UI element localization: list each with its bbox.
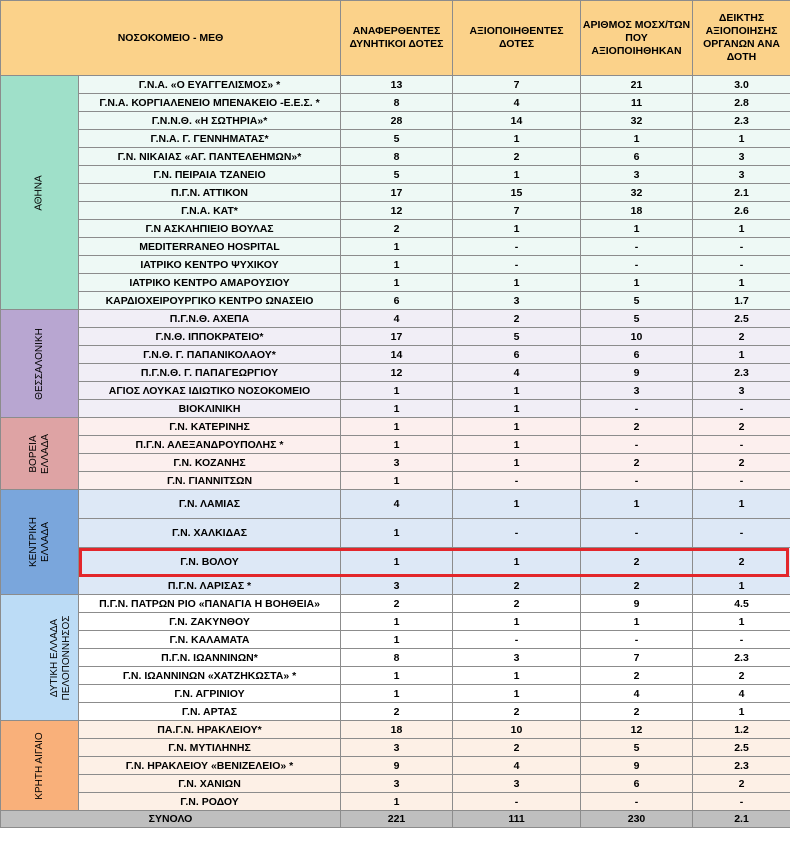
cell-utilized: 15: [453, 184, 581, 202]
cell-organs: 2: [581, 454, 693, 472]
cell-index: -: [693, 238, 790, 256]
cell-utilized: 2: [453, 739, 581, 757]
cell-utilized: -: [453, 631, 581, 649]
table-row: [1, 775, 790, 793]
cell-hospital: Γ.Ν. ΗΡΑΚΛΕΙΟΥ «ΒΕΝΙΖΕΛΕΙΟ» *: [79, 757, 341, 775]
cell-index: 2.5: [693, 310, 790, 328]
cell-organs: 18: [581, 202, 693, 220]
cell-utilized: 1: [453, 220, 581, 238]
cell-utilized: 1: [453, 274, 581, 292]
cell-reported: 1: [341, 613, 453, 631]
cell-index: 2: [693, 418, 790, 436]
table-row: [1, 793, 790, 811]
table-row: [1, 256, 790, 274]
cell-utilized: -: [453, 238, 581, 256]
cell-utilized: 1: [453, 400, 581, 418]
cell-organs: 3: [581, 166, 693, 184]
cell-reported: 1: [341, 382, 453, 400]
table-row: [1, 613, 790, 631]
table-body: [1, 76, 790, 811]
cell-utilized: 1: [453, 667, 581, 685]
region-label: [1, 595, 79, 721]
cell-hospital: Π.Γ.Ν. ΠΑΤΡΩΝ ΡΙΟ «ΠΑΝΑΓΙΑ Η ΒΟΗΘΕΙΑ»: [79, 595, 341, 613]
cell-index: 3: [693, 382, 790, 400]
cell-reported: 1: [341, 418, 453, 436]
cell-organs: 32: [581, 112, 693, 130]
cell-utilized: 4: [453, 364, 581, 382]
cell-reported: 18: [341, 721, 453, 739]
table-row: [1, 577, 790, 595]
cell-reported: 13: [341, 76, 453, 94]
cell-hospital: Γ.Ν.Α. ΚΑΤ*: [79, 202, 341, 220]
cell-organs: -: [581, 256, 693, 274]
cell-utilized: 2: [453, 703, 581, 721]
cell-organs: 9: [581, 364, 693, 382]
cell-hospital: Γ.Ν.Α. ΚΟΡΓΙΑΛΕΝΕΙΟ ΜΠΕΝΑΚΕΙΟ -Ε.Ε.Σ. *: [79, 94, 341, 112]
region-name: ΚΕΝΤΡΙΚΗ ΕΛΛΑΔΑ: [27, 517, 51, 568]
cell-hospital: Γ.Ν.Θ. Γ. ΠΑΠΑΝΙΚΟΛΑΟΥ*: [79, 346, 341, 364]
cell-hospital: ΑΓΙΟΣ ΛΟΥΚΑΣ ΙΔΙΩΤΙΚΟ ΝΟΣΟΚΟΜΕΙΟ: [79, 382, 341, 400]
cell-index: 1.2: [693, 721, 790, 739]
cell-index: 1: [693, 346, 790, 364]
cell-organs: -: [581, 238, 693, 256]
cell-hospital: Γ.Ν. ΚΑΤΕΡΙΝΗΣ: [79, 418, 341, 436]
cell-hospital: Γ.Ν. ΧΑΛΚΙΔΑΣ: [79, 519, 341, 548]
cell-index: -: [693, 631, 790, 649]
header-hospital: ΝΟΣΟΚΟΜΕΙΟ - ΜΕΘ: [1, 1, 341, 76]
cell-hospital: Γ.Ν. ΧΑΝΙΩΝ: [79, 775, 341, 793]
cell-utilized: 1: [453, 613, 581, 631]
table-row: [1, 76, 790, 94]
cell-organs: 5: [581, 310, 693, 328]
cell-reported: 8: [341, 148, 453, 166]
cell-organs: 11: [581, 94, 693, 112]
table-row: [1, 382, 790, 400]
cell-utilized: 3: [453, 292, 581, 310]
cell-reported: 2: [341, 595, 453, 613]
cell-hospital: Γ.Ν. ΑΓΡΙΝΙΟΥ: [79, 685, 341, 703]
cell-utilized: 1: [453, 490, 581, 519]
cell-hospital: ΙΑΤΡΙΚΟ ΚΕΝΤΡΟ ΑΜΑΡΟΥΣΙΟΥ: [79, 274, 341, 292]
cell-utilized: 4: [453, 94, 581, 112]
table-row: [1, 346, 790, 364]
cell-utilized: 2: [453, 148, 581, 166]
cell-utilized: 3: [453, 775, 581, 793]
table-row: [1, 685, 790, 703]
cell-utilized: 2: [453, 577, 581, 595]
cell-index: 2: [693, 454, 790, 472]
cell-index: 2.8: [693, 94, 790, 112]
cell-index: 2: [693, 667, 790, 685]
cell-reported: 12: [341, 202, 453, 220]
table-row: [1, 184, 790, 202]
total-label: ΣΥΝΟΛΟ: [1, 811, 341, 828]
total-row: [1, 811, 790, 828]
region-name: ΚΡΗΤΗ ΑΙΓΑΙΟ: [33, 731, 45, 800]
table-row: [1, 364, 790, 382]
table-row: [1, 631, 790, 649]
cell-index: -: [693, 519, 790, 548]
cell-utilized: 6: [453, 346, 581, 364]
table-row: [1, 703, 790, 721]
cell-index: 1: [693, 490, 790, 519]
table-row: [1, 667, 790, 685]
cell-index: 2.3: [693, 112, 790, 130]
cell-index: 3: [693, 166, 790, 184]
cell-organs: 7: [581, 649, 693, 667]
cell-index: -: [693, 436, 790, 454]
cell-organs: -: [581, 400, 693, 418]
cell-utilized: 1: [453, 436, 581, 454]
cell-hospital: Γ.Ν. ΠΕΙΡΑΙΑ ΤΖΑΝΕΙΟ: [79, 166, 341, 184]
cell-organs: 2: [581, 418, 693, 436]
cell-hospital: Π.Γ.Ν.Θ. ΑΧΕΠΑ: [79, 310, 341, 328]
cell-index: 2.3: [693, 757, 790, 775]
cell-reported: 8: [341, 649, 453, 667]
cell-organs: 21: [581, 76, 693, 94]
cell-reported: 2: [341, 703, 453, 721]
cell-organs: 2: [581, 577, 693, 595]
cell-hospital: ΒΙΟΚΛΙΝΙΚΗ: [79, 400, 341, 418]
table-row: [1, 400, 790, 418]
cell-organs: 3: [581, 382, 693, 400]
table-row: [1, 721, 790, 739]
header-utilized-donors: ΑΞΙΟΠΟΙΗΘΕΝΤΕΣ ΔΟΤΕΣ: [453, 1, 581, 76]
cell-hospital: Γ.Ν. ΛΑΜΙΑΣ: [79, 490, 341, 519]
cell-reported: 3: [341, 577, 453, 595]
cell-hospital: Γ.Ν.Ν.Θ. «Η ΣΩΤΗΡΙΑ»*: [79, 112, 341, 130]
cell-index: 2.5: [693, 739, 790, 757]
total-utilized: 111: [453, 811, 581, 828]
cell-hospital: Π.Γ.Ν.Θ. Γ. ΠΑΠΑΓΕΩΡΓΙΟΥ: [79, 364, 341, 382]
table-row: [1, 757, 790, 775]
table-row: [1, 436, 790, 454]
cell-utilized: 1: [453, 548, 581, 577]
cell-index: -: [693, 793, 790, 811]
cell-utilized: 7: [453, 76, 581, 94]
cell-utilized: 2: [453, 310, 581, 328]
table-row: [1, 739, 790, 757]
table-row: [1, 130, 790, 148]
table-row: [1, 649, 790, 667]
cell-index: 2.6: [693, 202, 790, 220]
cell-organs: 6: [581, 775, 693, 793]
cell-reported: 1: [341, 238, 453, 256]
cell-reported: 1: [341, 685, 453, 703]
cell-reported: 1: [341, 400, 453, 418]
cell-organs: 6: [581, 346, 693, 364]
cell-reported: 1: [341, 548, 453, 577]
cell-utilized: 2: [453, 595, 581, 613]
cell-utilized: -: [453, 256, 581, 274]
cell-index: 2.3: [693, 649, 790, 667]
table-row: [1, 220, 790, 238]
header-organs-utilized: ΑΡΙΘΜΟΣ ΜΟΣΧ/ΤΩΝ ΠΟΥ ΑΞΙΟΠΟΙΗΘΗΚΑΝ: [581, 1, 693, 76]
cell-hospital: Γ.Ν.Α. «Ο ΕΥΑΓΓΕΛΙΣΜΟΣ» *: [79, 76, 341, 94]
cell-organs: 9: [581, 595, 693, 613]
cell-hospital: Γ.Ν. ΒΟΛΟΥ: [79, 548, 341, 577]
cell-utilized: -: [453, 472, 581, 490]
cell-index: 1: [693, 703, 790, 721]
cell-utilized: 1: [453, 418, 581, 436]
table-row: [1, 166, 790, 184]
cell-organs: -: [581, 519, 693, 548]
table-row: [1, 595, 790, 613]
cell-index: 2: [693, 548, 790, 577]
region-name: ΘΕΣΣΑΛΟΝΙΚΗ: [33, 327, 45, 400]
cell-reported: 4: [341, 490, 453, 519]
table-row: [1, 548, 790, 577]
header-row: [1, 1, 790, 76]
table-row: [1, 328, 790, 346]
cell-index: 2.1: [693, 184, 790, 202]
cell-organs: 1: [581, 220, 693, 238]
cell-utilized: 10: [453, 721, 581, 739]
cell-utilized: -: [453, 519, 581, 548]
cell-organs: -: [581, 631, 693, 649]
table-row: [1, 238, 790, 256]
cell-organs: 4: [581, 685, 693, 703]
cell-organs: -: [581, 436, 693, 454]
cell-organs: 9: [581, 757, 693, 775]
table-row: [1, 490, 790, 519]
cell-organs: 10: [581, 328, 693, 346]
cell-organs: 5: [581, 292, 693, 310]
cell-organs: -: [581, 793, 693, 811]
table-row: [1, 519, 790, 548]
cell-reported: 17: [341, 184, 453, 202]
cell-index: 1.7: [693, 292, 790, 310]
cell-index: 1: [693, 274, 790, 292]
cell-organs: 2: [581, 703, 693, 721]
cell-reported: 1: [341, 256, 453, 274]
cell-reported: 5: [341, 130, 453, 148]
cell-index: 1: [693, 613, 790, 631]
table-row: [1, 418, 790, 436]
table-row: [1, 94, 790, 112]
cell-hospital: Γ.Ν.Α. Γ. ΓΕΝΝΗΜΑΤΑΣ*: [79, 130, 341, 148]
cell-hospital: ΠΑ.Γ.Ν. ΗΡΑΚΛΕΙΟΥ*: [79, 721, 341, 739]
table-row: [1, 274, 790, 292]
cell-organs: 1: [581, 613, 693, 631]
cell-utilized: 1: [453, 685, 581, 703]
cell-hospital: Γ.Ν ΑΣΚΛΗΠΙΕΙΟ ΒΟΥΛΑΣ: [79, 220, 341, 238]
cell-reported: 12: [341, 364, 453, 382]
cell-reported: 1: [341, 436, 453, 454]
cell-reported: 6: [341, 292, 453, 310]
cell-hospital: Γ.Ν. ΜΥΤΙΛΗΝΗΣ: [79, 739, 341, 757]
cell-reported: 14: [341, 346, 453, 364]
region-label: [1, 418, 79, 490]
cell-reported: 3: [341, 739, 453, 757]
cell-hospital: Γ.Ν. ΖΑΚΥΝΘΟΥ: [79, 613, 341, 631]
cell-reported: 1: [341, 519, 453, 548]
cell-organs: 12: [581, 721, 693, 739]
table-row: [1, 310, 790, 328]
header-reported-donors: ΑΝΑΦΕΡΘΕΝΤΕΣ ΔΥΝΗΤΙΚΟΙ ΔΟΤΕΣ: [341, 1, 453, 76]
cell-organs: -: [581, 472, 693, 490]
cell-hospital: MEDITERRANEO HOSPITAL: [79, 238, 341, 256]
cell-hospital: Γ.Ν. ΚΑΛΑΜΑΤΑ: [79, 631, 341, 649]
cell-hospital: Π.Γ.Ν. ΛΑΡΙΣΑΣ *: [79, 577, 341, 595]
cell-reported: 4: [341, 310, 453, 328]
cell-index: 4: [693, 685, 790, 703]
region-name: ΑΘΗΝΑ: [33, 174, 45, 211]
cell-organs: 1: [581, 490, 693, 519]
region-label: [1, 721, 79, 811]
cell-utilized: -: [453, 793, 581, 811]
cell-hospital: Γ.Ν. ΓΙΑΝΝΙΤΣΩΝ: [79, 472, 341, 490]
cell-index: 1: [693, 577, 790, 595]
cell-index: 2: [693, 328, 790, 346]
cell-utilized: 1: [453, 166, 581, 184]
cell-utilized: 1: [453, 454, 581, 472]
cell-utilized: 7: [453, 202, 581, 220]
region-name: ΔΥΤΙΚΗ ΕΛΛΑΔΑ ΠΕΛΟΠΟΝΝΗΣΟΣ: [49, 615, 72, 700]
cell-hospital: Γ.Ν. ΡΟΔΟΥ: [79, 793, 341, 811]
cell-hospital: ΚΑΡΔΙΟΧΕΙΡΟΥΡΓΙΚΟ ΚΕΝΤΡΟ ΩΝΑΣΕΙΟ: [79, 292, 341, 310]
table-row: [1, 202, 790, 220]
cell-organs: 5: [581, 739, 693, 757]
cell-hospital: Π.Γ.Ν. ΙΩΑΝΝΙΝΩΝ*: [79, 649, 341, 667]
cell-index: 3.0: [693, 76, 790, 94]
cell-utilized: 1: [453, 382, 581, 400]
cell-reported: 1: [341, 274, 453, 292]
cell-reported: 3: [341, 775, 453, 793]
cell-hospital: Γ.Ν. ΑΡΤΑΣ: [79, 703, 341, 721]
cell-organs: 1: [581, 130, 693, 148]
cell-reported: 1: [341, 667, 453, 685]
table-row: [1, 454, 790, 472]
cell-index: 1: [693, 220, 790, 238]
region-label: [1, 76, 79, 310]
region-label: [1, 490, 79, 595]
cell-organs: 1: [581, 274, 693, 292]
cell-hospital: Γ.Ν. ΝΙΚΑΙΑΣ «ΑΓ. ΠΑΝΤΕΛΕΗΜΩΝ»*: [79, 148, 341, 166]
cell-utilized: 5: [453, 328, 581, 346]
cell-utilized: 4: [453, 757, 581, 775]
cell-reported: 9: [341, 757, 453, 775]
region-label: [1, 310, 79, 418]
cell-index: -: [693, 256, 790, 274]
header-utilization-index: ΔΕΙΚΤΗΣ ΑΞΙΟΠΟΙΗΣΗΣ ΟΡΓΑΝΩΝ ΑΝΑ ΔΟΤΗ: [693, 1, 790, 76]
cell-index: 2.3: [693, 364, 790, 382]
total-index: 2.1: [693, 811, 790, 828]
cell-hospital: Γ.Ν. ΚΟΖΑΝΗΣ: [79, 454, 341, 472]
cell-index: -: [693, 400, 790, 418]
cell-organs: 6: [581, 148, 693, 166]
cell-hospital: Π.Γ.Ν. ΑΤΤΙΚΟΝ: [79, 184, 341, 202]
cell-index: 4.5: [693, 595, 790, 613]
cell-hospital: ΙΑΤΡΙΚΟ ΚΕΝΤΡΟ ΨΥΧΙΚΟΥ: [79, 256, 341, 274]
cell-index: -: [693, 472, 790, 490]
cell-index: 3: [693, 148, 790, 166]
cell-reported: 8: [341, 94, 453, 112]
region-name: ΒΟΡΕΙΑ ΕΛΛΑΔΑ: [27, 433, 51, 474]
cell-utilized: 14: [453, 112, 581, 130]
cell-hospital: Γ.Ν. ΙΩΑΝΝΙΝΩΝ «ΧΑΤΖΗΚΩΣΤΑ» *: [79, 667, 341, 685]
cell-reported: 1: [341, 472, 453, 490]
cell-organs: 32: [581, 184, 693, 202]
cell-reported: 28: [341, 112, 453, 130]
cell-reported: 1: [341, 793, 453, 811]
cell-reported: 2: [341, 220, 453, 238]
table-row: [1, 472, 790, 490]
cell-organs: 2: [581, 548, 693, 577]
table-row: [1, 112, 790, 130]
cell-organs: 2: [581, 667, 693, 685]
cell-reported: 5: [341, 166, 453, 184]
cell-index: 2: [693, 775, 790, 793]
cell-reported: 3: [341, 454, 453, 472]
cell-index: 1: [693, 130, 790, 148]
cell-utilized: 1: [453, 130, 581, 148]
table-row: [1, 148, 790, 166]
total-reported: 221: [341, 811, 453, 828]
total-organs: 230: [581, 811, 693, 828]
cell-reported: 1: [341, 631, 453, 649]
table-row: [1, 292, 790, 310]
cell-utilized: 3: [453, 649, 581, 667]
cell-reported: 17: [341, 328, 453, 346]
cell-hospital: Γ.Ν.Θ. ΙΠΠΟΚΡΑΤΕΙΟ*: [79, 328, 341, 346]
cell-hospital: Π.Γ.Ν. ΑΛΕΞΑΝΔΡΟΥΠΟΛΗΣ *: [79, 436, 341, 454]
